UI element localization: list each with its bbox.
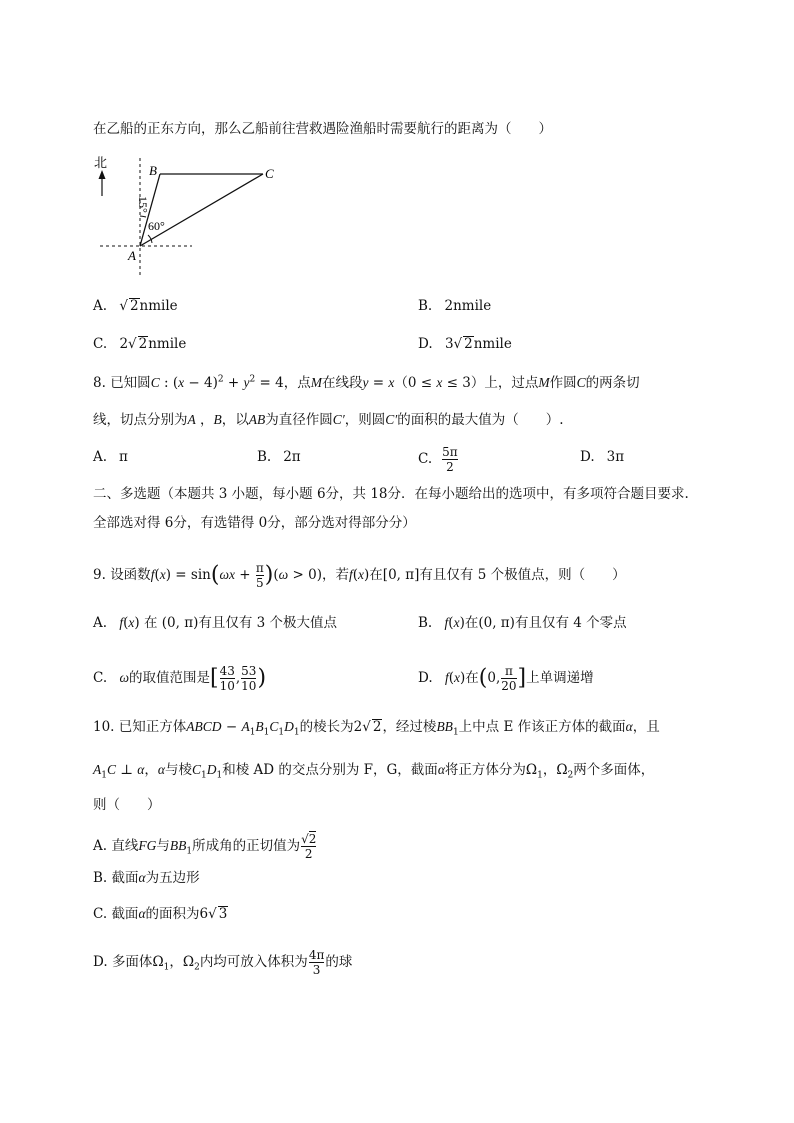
- angle-60-label: 60°: [148, 219, 165, 233]
- q10-option-C[interactable]: C. 截面α的面积为6√ 3: [93, 906, 228, 922]
- q10-option-B[interactable]: B. 截面α为五边形: [93, 870, 200, 886]
- section2-heading-line-2: 全部选对得 6分，有选错得 0分，部分选对得部分分）: [93, 515, 416, 531]
- q8-option-A[interactable]: A. π: [93, 449, 128, 465]
- radicand: 2: [464, 336, 473, 352]
- angle-15-label: 15°: [136, 196, 150, 213]
- option-text: nmile: [148, 336, 187, 352]
- q7-text-tail: 在乙船的正东方向，那么乙船前往营救遇险渔船时需要航行的距离为（ ）: [93, 121, 552, 137]
- option-letter: B.: [418, 298, 433, 314]
- option-text: nmile: [473, 336, 512, 352]
- q8-option-C[interactable]: C. $\frac{5\pi}{2}$: [418, 445, 458, 474]
- q8-option-D[interactable]: D. 3π: [580, 449, 625, 465]
- q9-option-B[interactable]: B. f(x)在(0, π)有且仅有 4 个零点: [418, 615, 627, 631]
- angle-15-arc: [140, 216, 146, 217]
- option-letter: D.: [418, 336, 433, 352]
- q7-figure: [88, 150, 288, 280]
- north-label: 北: [94, 155, 108, 170]
- radicand: 2: [129, 298, 139, 314]
- q10-option-A[interactable]: A. 直线FG与$BB_1$所成角的正切值为 $\frac{√2}{2}$: [93, 832, 317, 861]
- q7-option-D[interactable]: D. 3√ 2nmile: [418, 336, 512, 352]
- option-text: 2nmile: [444, 298, 492, 314]
- point-C-label: C: [265, 166, 274, 181]
- q9-option-C[interactable]: C. ω的取值范围是[ $\frac{43}{10}$ , $\frac{53}{10}$ ): [93, 664, 267, 693]
- q10-option-D[interactable]: D. 多面体$\Omega_1$，$\Omega_2$内均可放入体积为 $\frac{4\pi}{3}$ 的球: [93, 948, 353, 977]
- q10-line-1: 10. 已知正方体ABCD − $A_1B_1C_1D_1$的棱长为2√ 2，经过棱$BB_1$上中点 E 作该正方体的截面α，且: [93, 719, 660, 738]
- q8-line-2: 线，切点分别为A ，B，以AB为直径作圆C′，则圆C′的面积的最大值为（ ）.: [93, 412, 564, 428]
- q7-option-B[interactable]: [418, 296, 491, 316]
- q10-line-3: 则（ ）: [93, 797, 161, 813]
- radicand: 2: [138, 336, 148, 352]
- option-letter: C.: [93, 336, 108, 352]
- coef: 2: [119, 336, 129, 352]
- q10-line-2: $A_1C$ ⊥ α，α与棱$C_1D_1$和棱 AD 的交点分别为 F，G，截面α将正方体分为$\Omega_1$，$\Omega_2$两个多面体，: [93, 762, 655, 781]
- section2-heading-line-1: 二、多选题（本题共 3 小题，每小题 6分，共 18分．在每小题给出的选项中，有多项符合题目要求.: [93, 486, 689, 502]
- q8-option-B[interactable]: B. 2π: [257, 449, 301, 465]
- segment-AC: [140, 174, 263, 246]
- q9-option-A[interactable]: A. f(x) 在 (0, π)有且仅有 3 个极大值点: [93, 615, 338, 631]
- option-text: nmile: [139, 298, 178, 314]
- option-letter: A.: [93, 298, 108, 314]
- north-arrow-head-icon: [99, 170, 106, 179]
- q9-line-1: 9. 设函数f(x) = sin(ωx + $\frac{\pi}{5}$ )(ω > 0)，若f(x)在[0, π]有且仅有 5 个极值点，则（ ）: [93, 561, 626, 590]
- q8-line-1: 8. 已知圆C : $(x - 4)^2 + y^2 = 4$，点M在线段y = x（0 ≤ x ≤ 3）上，过点M作圆C的两条切: [93, 374, 640, 391]
- point-A-label: A: [128, 248, 136, 263]
- coef: 3: [444, 336, 454, 352]
- q9-option-D[interactable]: D. f(x)在(0, $\frac{\pi}{20}$ ]上单调递增: [418, 664, 594, 693]
- point-B-label: B: [149, 163, 157, 178]
- angle-60-arc: [148, 235, 152, 243]
- q7-option-A[interactable]: A. √ 2nmile: [93, 298, 178, 314]
- q7-option-C[interactable]: C. 2√ 2nmile: [93, 336, 187, 352]
